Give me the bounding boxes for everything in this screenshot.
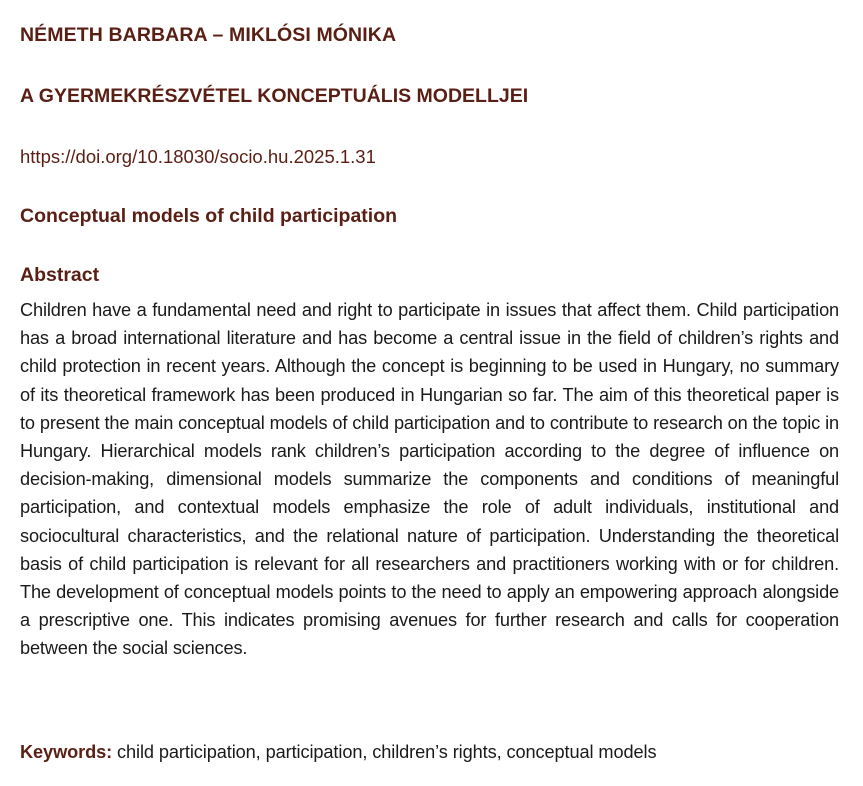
paper-title-english: Conceptual models of child participation — [20, 205, 398, 227]
keywords-text: child participation, participation, children’s rights, conceptual models — [112, 742, 657, 762]
abstract-heading: Abstract — [20, 264, 100, 286]
doi-link[interactable]: https://doi.org/10.18030/socio.hu.2025.1.31 — [20, 146, 376, 167]
author-names: NÉMETH BARBARA – MIKLÓSI MÓNIKA — [20, 24, 397, 46]
keywords-line — [20, 742, 656, 763]
abstract-text: Children have a fundamental need and right to participate in issues that affect them. Child participation has a broad international literature and has become a central issue in the field of children’s rights and child protection in recent years. Although the concept is beginning to be used in Hungary, no summary of its theoretical framework has been produced in Hungarian so far. The aim of this theoretical paper is to present the main conceptual models of child participation and to contribute to research on the topic in Hungary. Hierarchical models rank children’s participation according to the degree of influence on decision-making, dimensional models summarize the components and conditions of meaningful participation, and contextual models emphasize the role of adult individuals, institutional and sociocultural characteristics, and the relational nature of participation. Understanding the theoretical basis of child participation is relevant for all researchers and practitioners working with or for children. The development of conceptual models points to the need to apply an empowering approach alongside a prescriptive one. This indicates promising avenues for further research and calls for cooperation between the social sciences. — [20, 300, 839, 659]
keywords-label: Keywords: — [20, 742, 113, 762]
paper-title-hungarian: A GYERMEKRÉSZVÉTEL KONCEPTUÁLIS MODELLJEI — [20, 85, 529, 107]
